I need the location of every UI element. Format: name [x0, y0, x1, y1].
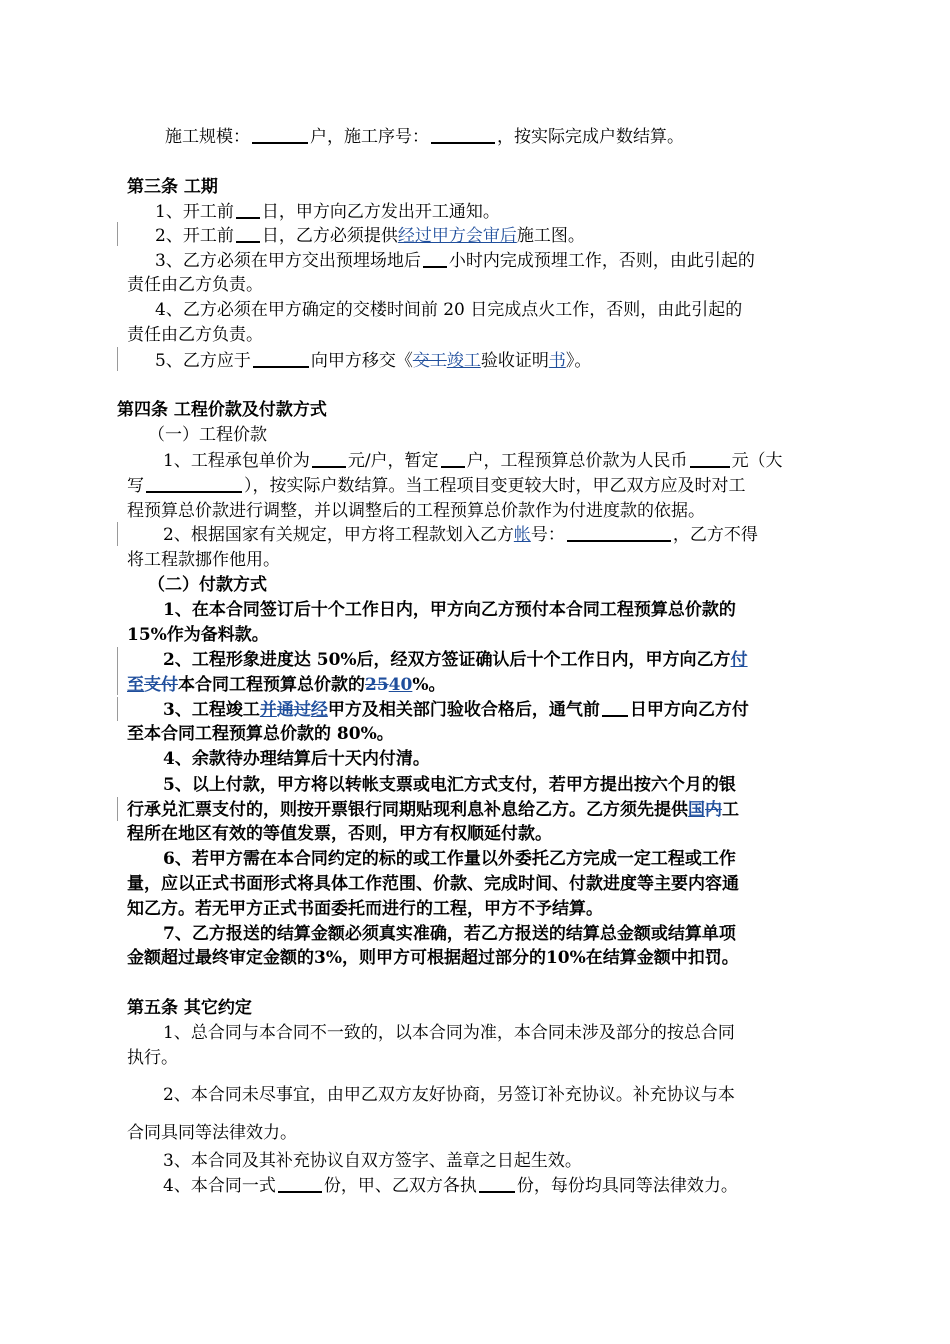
art4-p2-cont: 将工程款挪作他用。: [127, 550, 280, 570]
article-3-title: 第三条 工期: [127, 177, 218, 197]
art4-q6: 6、若甲方需在本合同约定的标的或工作量以外委托乙方完成一定工程或工作: [163, 849, 736, 869]
scale-blank: [252, 125, 308, 144]
art4-q7-cont: 金额超过最终审定金额的3%，则甲方可根据超过部分的10%在结算金额中扣罚。: [127, 948, 739, 968]
inserted-text: 国: [688, 800, 705, 820]
art5-r4: 4、本合同一式 份，甲、乙双方各执 份，每份均具同等法律效力。: [163, 1176, 738, 1196]
art4-p1-cont: 写 ），按实际户数结算。当工程项目变更较大时，甲乙双方应及时对工: [127, 476, 746, 496]
art4-q2-cont: 至支付本合同工程预算总价款的2540%。: [127, 675, 446, 695]
art4-q1: 1、在本合同签订后十个工作日内，甲方向乙方预付本合同工程预算总价款的: [163, 600, 736, 620]
revision-bar: [117, 697, 118, 721]
revision-bar: [117, 522, 118, 546]
art5-r3: 3、本合同及其补充协议自双方签字、盖章之日起生效。: [163, 1151, 582, 1171]
art3-item-1: 1、开工前 日，甲方向乙方发出开工通知。: [155, 202, 500, 222]
art4-q3: 3、工程竣工并通过经甲方及相关部门验收合格后，通气前 日甲方向乙方付: [163, 700, 749, 720]
art3-item-4-cont: 责任由乙方负责。: [127, 325, 263, 345]
art4-q3-cont: 至本合同工程预算总价款的 80%。: [127, 724, 394, 744]
deleted-text: 25: [365, 675, 389, 695]
revision-bar: [117, 222, 118, 246]
article-4-title: 第四条 工程价款及付款方式: [117, 400, 327, 420]
art3-item-5: 5、乙方应于 向甲方移交《交工竣工验收证明书》。: [155, 351, 592, 371]
inserted-text: 竣工: [446, 351, 481, 371]
art4-q2: 2、工程形象进度达 50%后，经双方签证确认后十个工作日内，甲方向乙方付: [163, 650, 748, 670]
art4-sub-1: （一）工程价款: [148, 425, 267, 445]
art5-r2-cont: 合同具同等法律效力。: [127, 1123, 297, 1143]
inserted-text: 书: [548, 351, 566, 371]
art5-r1: 1、总合同与本合同不一致的，以本合同为准，本合同未涉及部分的按总合同: [163, 1023, 735, 1043]
deleted-text: 交工: [412, 351, 447, 371]
inserted-text: 40: [388, 675, 413, 695]
art4-p1: 1、工程承包单价为 元/户，暂定 户，工程预算总价款为人民币 元（大: [163, 451, 783, 471]
art4-q6-cont2: 知乙方。若无甲方正式书面委托而进行的工程，甲方不予结算。: [127, 899, 603, 919]
inserted-text: 付: [730, 650, 748, 670]
article-5-title: 第五条 其它约定: [127, 998, 252, 1018]
art3-item-4: 4、乙方必须在甲方确定的交楼时间前 20 日完成点火工作，否则，由此引起的: [155, 300, 743, 320]
art3-item-3-cont: 责任由乙方负责。: [127, 275, 263, 295]
art3-item-3: 3、乙方必须在甲方交出预埋场地后 小时内完成预埋工作，否则，由此引起的: [155, 251, 755, 271]
art4-p2: 2、根据国家有关规定，甲方将工程款划入乙方帐号： ，乙方不得: [163, 525, 758, 545]
inserted-text: 并: [259, 700, 277, 720]
art4-q5-cont2: 程所在地区有效的等值发票，否则，甲方有权顺延付款。: [127, 824, 552, 844]
revision-bar: [117, 347, 118, 371]
art4-q5-cont: 行承兑汇票支付的，则按开票银行同期贴现利息补息给乙方。乙方须先提供国内工: [127, 800, 739, 820]
art4-q6-cont: 量，应以正式书面形式将具体工作范围、价款、完成时间、付款进度等主要内容通: [127, 874, 739, 894]
art4-p1-cont2: 程预算总价款进行调整，并以调整后的工程预算总价款作为付进度款的依据。: [127, 501, 705, 521]
inserted-text: 经过甲方会审后: [397, 226, 517, 246]
revision-bar: [117, 647, 118, 695]
revision-bar: [117, 797, 118, 821]
art4-sub-2: （二）付款方式: [148, 575, 267, 595]
deleted-text: 支付: [144, 675, 178, 695]
sequence-blank: [431, 125, 495, 144]
inserted-text: 帐: [513, 525, 531, 545]
art4-q5: 5、以上付款，甲方将以转帐支票或电汇方式支付，若甲方提出按六个月的银: [163, 775, 736, 795]
deleted-text: 内: [705, 800, 722, 820]
art5-r2: 2、本合同未尽事宜，由甲乙双方友好协商，另签订补充协议。补充协议与本: [163, 1085, 735, 1105]
deleted-text: 通过: [276, 700, 311, 720]
art4-q4: 4、余款待办理结算后十天内付清。: [163, 749, 430, 769]
scale-line: 施工规模： 户，施工序号： ，按实际完成户数结算。: [165, 127, 684, 147]
art3-item-2: 2、开工前 日，乙方必须提供经过甲方会审后施工图。: [155, 226, 585, 246]
inserted-text: 经: [310, 700, 328, 720]
account-blank: [567, 523, 671, 542]
inserted-text: 至: [127, 675, 144, 695]
art4-q1-cont: 15%作为备料款。: [127, 625, 269, 645]
art5-r1-cont: 执行。: [127, 1048, 178, 1068]
art4-q7: 7、乙方报送的结算金额必须真实准确，若乙方报送的结算总金额或结算单项: [163, 924, 736, 944]
